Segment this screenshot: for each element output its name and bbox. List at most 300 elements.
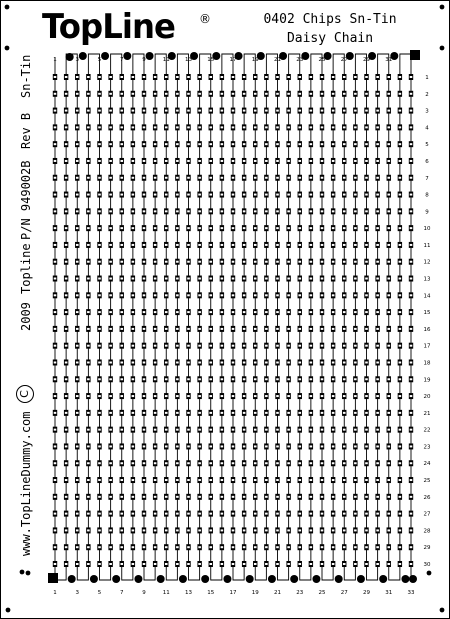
chip-body [109, 395, 112, 397]
chip-body [165, 563, 168, 565]
chip-body [354, 395, 357, 397]
chip-body [54, 395, 57, 397]
chip-body [132, 361, 135, 363]
chip-body [376, 261, 379, 263]
chip-body [298, 210, 301, 212]
chip-body [410, 311, 413, 313]
chip-body [120, 244, 123, 246]
chip-body [109, 294, 112, 296]
chip-body [76, 563, 79, 565]
chip-body [254, 345, 257, 347]
chip-body [343, 378, 346, 380]
chip-body [187, 76, 190, 78]
chip-body [109, 429, 112, 431]
chip-body [276, 429, 279, 431]
chip-body [154, 479, 157, 481]
square-test-pad [48, 573, 58, 583]
chip-body [221, 345, 224, 347]
test-pad [101, 52, 109, 60]
chip-body [65, 462, 68, 464]
chip-body [321, 143, 324, 145]
chip-body [232, 412, 235, 414]
chip-body [321, 244, 324, 246]
chip-body [232, 445, 235, 447]
chip-body [209, 294, 212, 296]
chip-body [310, 210, 313, 212]
chip-body [276, 361, 279, 363]
chip-body [298, 529, 301, 531]
chip-body [387, 110, 390, 112]
chip-body [265, 227, 268, 229]
chip-body [132, 412, 135, 414]
chip-body [276, 93, 279, 95]
chip-body [387, 328, 390, 330]
chip-body [187, 294, 190, 296]
chip-body [254, 328, 257, 330]
chip-body [76, 496, 79, 498]
chip-body [87, 563, 90, 565]
chip-body [109, 462, 112, 464]
chip-body [65, 529, 68, 531]
chip-body [120, 513, 123, 515]
chip-body [120, 261, 123, 263]
column-label: 25 [318, 590, 326, 596]
test-pad [379, 575, 387, 583]
chip-body [209, 244, 212, 246]
chip-body [209, 328, 212, 330]
chip-body [387, 194, 390, 196]
chip-body [87, 143, 90, 145]
chip-body [254, 395, 257, 397]
chip-body [176, 462, 179, 464]
chip-body [365, 563, 368, 565]
chip-body [332, 76, 335, 78]
chip-body [399, 294, 402, 296]
chip-body [209, 261, 212, 263]
chip-body [209, 513, 212, 515]
column-label: 15 [207, 57, 215, 63]
chip-body [321, 177, 324, 179]
chip-body [387, 244, 390, 246]
chip-body [365, 278, 368, 280]
chip-body [332, 244, 335, 246]
chip-body [176, 546, 179, 548]
chip-body [265, 311, 268, 313]
chip-body [87, 479, 90, 481]
chip-body [354, 563, 357, 565]
chip-body [387, 513, 390, 515]
chip-body [65, 126, 68, 128]
chip-body [265, 513, 268, 515]
column-label: 17 [229, 57, 237, 63]
chip-body [154, 361, 157, 363]
chip-body [399, 227, 402, 229]
chip-body [365, 143, 368, 145]
chip-body [243, 278, 246, 280]
chip-body [165, 361, 168, 363]
chip-body [209, 126, 212, 128]
chip-body [310, 429, 313, 431]
chip-body [132, 445, 135, 447]
chip-body [65, 227, 68, 229]
chip-body [399, 429, 402, 431]
chip-body [321, 529, 324, 531]
chip-body [109, 244, 112, 246]
chip-body [198, 278, 201, 280]
row-label: 30 [423, 562, 431, 568]
chip-body [132, 529, 135, 531]
chip-body [87, 194, 90, 196]
chip-body [98, 378, 101, 380]
chip-body [154, 93, 157, 95]
chip-body [209, 546, 212, 548]
chip-body [365, 513, 368, 515]
chip-body [165, 445, 168, 447]
chip-body [376, 126, 379, 128]
chip-body [254, 177, 257, 179]
chip-body [399, 361, 402, 363]
chip-body [87, 345, 90, 347]
chip-body [109, 496, 112, 498]
chip-body [365, 126, 368, 128]
chip-body [254, 563, 257, 565]
chip-body [120, 479, 123, 481]
chip-body [298, 177, 301, 179]
chip-body [221, 76, 224, 78]
chip-body [332, 529, 335, 531]
chip-body [376, 563, 379, 565]
chip-body [387, 294, 390, 296]
chip-body [276, 445, 279, 447]
chip-body [209, 93, 212, 95]
chip-body [376, 311, 379, 313]
chip-body [254, 210, 257, 212]
chip-body [321, 294, 324, 296]
chip-body [276, 294, 279, 296]
chip-body [399, 345, 402, 347]
chip-body [65, 177, 68, 179]
chip-body [354, 328, 357, 330]
chip-body [87, 328, 90, 330]
chip-body [198, 294, 201, 296]
chip-body [209, 194, 212, 196]
chip-body [65, 294, 68, 296]
chip-body [265, 529, 268, 531]
chip-body [243, 261, 246, 263]
chip-body [65, 345, 68, 347]
chip-body [187, 194, 190, 196]
chip-body [109, 361, 112, 363]
chip-body [198, 445, 201, 447]
test-pad [179, 575, 187, 583]
chip-body [399, 479, 402, 481]
chip-body [165, 93, 168, 95]
chip-body [287, 110, 290, 112]
chip-body [287, 160, 290, 162]
chip-body [98, 395, 101, 397]
chip-body [54, 76, 57, 78]
chip-body [243, 546, 246, 548]
chip-body [265, 378, 268, 380]
chip-body [98, 429, 101, 431]
chip-body [410, 110, 413, 112]
chip-body [176, 261, 179, 263]
chip-body [232, 529, 235, 531]
chip-body [399, 563, 402, 565]
chip-body [98, 110, 101, 112]
chip-body [87, 529, 90, 531]
chip-body [410, 412, 413, 414]
chip-body [87, 278, 90, 280]
chip-body [287, 361, 290, 363]
chip-body [321, 496, 324, 498]
chip-body [376, 278, 379, 280]
chip-body [209, 378, 212, 380]
chip-body [54, 244, 57, 246]
chip-body [198, 177, 201, 179]
chip-body [232, 210, 235, 212]
chip-body [176, 479, 179, 481]
chip-body [132, 210, 135, 212]
chip-body [165, 160, 168, 162]
chip-body [298, 194, 301, 196]
chip-body [76, 160, 79, 162]
chip-body [232, 513, 235, 515]
column-label: 1 [53, 57, 57, 63]
chip-body [310, 177, 313, 179]
chip-body [298, 278, 301, 280]
chip-body [376, 546, 379, 548]
chip-body [332, 227, 335, 229]
chip-body [176, 227, 179, 229]
chip-body [310, 294, 313, 296]
chip-body [209, 496, 212, 498]
chip-body [354, 294, 357, 296]
chip-body [221, 227, 224, 229]
chip-body [176, 361, 179, 363]
column-label: 31 [385, 57, 393, 63]
chip-body [321, 93, 324, 95]
chip-body [332, 210, 335, 212]
chip-body [143, 546, 146, 548]
chip-body [254, 261, 257, 263]
column-label: 27 [340, 57, 348, 63]
chip-body [232, 328, 235, 330]
chip-body [165, 244, 168, 246]
test-pad [246, 575, 254, 583]
chip-body [98, 210, 101, 212]
chip-body [87, 395, 90, 397]
chip-body [176, 177, 179, 179]
chip-body [76, 76, 79, 78]
chip-body [187, 126, 190, 128]
test-pad [268, 575, 276, 583]
bottom-link [100, 577, 111, 580]
chip-body [198, 563, 201, 565]
chip-body [132, 76, 135, 78]
chip-body [109, 278, 112, 280]
chip-body [298, 479, 301, 481]
chip-body [399, 395, 402, 397]
chip-body [165, 412, 168, 414]
chip-body [87, 160, 90, 162]
chip-body [221, 93, 224, 95]
chip-body [132, 126, 135, 128]
chip-body [187, 93, 190, 95]
chip-body [354, 227, 357, 229]
chip-body [376, 445, 379, 447]
chip-body [376, 378, 379, 380]
chip-body [365, 210, 368, 212]
chip-body [276, 546, 279, 548]
chip-body [343, 462, 346, 464]
chip-body [387, 361, 390, 363]
chip-body [165, 378, 168, 380]
chip-body [365, 311, 368, 313]
chip-body [410, 278, 413, 280]
chip-body [276, 462, 279, 464]
chip-body [198, 110, 201, 112]
chip-body [109, 479, 112, 481]
test-pad [157, 575, 165, 583]
chip-body [109, 177, 112, 179]
chip-body [376, 529, 379, 531]
chip-body [365, 244, 368, 246]
chip-body [209, 143, 212, 145]
chip-body [354, 462, 357, 464]
chip-body [187, 361, 190, 363]
chip-body [154, 546, 157, 548]
chip-body [165, 546, 168, 548]
chip-body [354, 529, 357, 531]
chip-body [76, 227, 79, 229]
chip-body [87, 429, 90, 431]
chip-body [354, 378, 357, 380]
chip-body [87, 445, 90, 447]
chip-body [132, 395, 135, 397]
chip-body [165, 345, 168, 347]
chip-body [310, 194, 313, 196]
chip-body [287, 395, 290, 397]
chip-body [98, 361, 101, 363]
row-label: 8 [425, 192, 429, 199]
chip-body [132, 143, 135, 145]
chip-body [276, 261, 279, 263]
chip-body [221, 496, 224, 498]
column-label: 25 [318, 57, 326, 63]
chip-body [332, 177, 335, 179]
chip-body [76, 345, 79, 347]
chip-body [165, 462, 168, 464]
chip-body [154, 143, 157, 145]
chip-body [132, 513, 135, 515]
chip-body [287, 311, 290, 313]
chip-body [276, 244, 279, 246]
test-pad [357, 575, 365, 583]
chip-body [310, 496, 313, 498]
chip-body [221, 429, 224, 431]
chip-body [221, 445, 224, 447]
chip-body [310, 479, 313, 481]
chip-body [54, 513, 57, 515]
chip-body [165, 513, 168, 515]
chip-body [298, 429, 301, 431]
chip-body [243, 378, 246, 380]
chip-body [221, 126, 224, 128]
chip-body [109, 445, 112, 447]
chip-body [232, 261, 235, 263]
chip-body [120, 177, 123, 179]
chip-body [387, 311, 390, 313]
chip-body [76, 244, 79, 246]
chip-body [265, 93, 268, 95]
chip-body [410, 462, 413, 464]
chip-body [87, 244, 90, 246]
chip-body [98, 563, 101, 565]
chip-body [176, 328, 179, 330]
chip-body [310, 328, 313, 330]
chip-body [54, 311, 57, 313]
chip-body [376, 177, 379, 179]
chip-body [298, 563, 301, 565]
chip-body [87, 546, 90, 548]
chip-body [54, 546, 57, 548]
chip-body [387, 93, 390, 95]
chip-body [98, 513, 101, 515]
row-label: 14 [423, 293, 431, 300]
row-label: 15 [423, 310, 431, 317]
test-pad [409, 575, 417, 583]
bottom-link [166, 577, 177, 580]
chip-body [154, 513, 157, 515]
chip-body [187, 445, 190, 447]
copyright-icon: C [16, 385, 34, 403]
chip-body [376, 227, 379, 229]
chip-body [176, 395, 179, 397]
chip-body [399, 546, 402, 548]
chip-body [332, 345, 335, 347]
chip-body [332, 110, 335, 112]
chip-body [265, 160, 268, 162]
chip-body [176, 244, 179, 246]
chip-body [265, 412, 268, 414]
chip-body [198, 462, 201, 464]
column-label: 5 [97, 590, 102, 596]
chip-body [387, 345, 390, 347]
chip-body [310, 76, 313, 78]
chip-body [265, 261, 268, 263]
chip-body [332, 278, 335, 280]
chip-body [310, 529, 313, 531]
chip-body [287, 445, 290, 447]
chip-body [332, 462, 335, 464]
chip-body [354, 143, 357, 145]
chip-body [399, 311, 402, 313]
chip-body [243, 345, 246, 347]
chip-body [287, 479, 290, 481]
chip-body [332, 361, 335, 363]
chip-body [76, 412, 79, 414]
chip-body [287, 261, 290, 263]
chip-body [310, 361, 313, 363]
chip-body [54, 210, 57, 212]
bottom-link [322, 577, 333, 580]
chip-body [287, 429, 290, 431]
chip-body [109, 210, 112, 212]
chip-body [332, 311, 335, 313]
chip-body [321, 412, 324, 414]
board-title: 0402 Chips Sn-Tin [263, 12, 397, 27]
